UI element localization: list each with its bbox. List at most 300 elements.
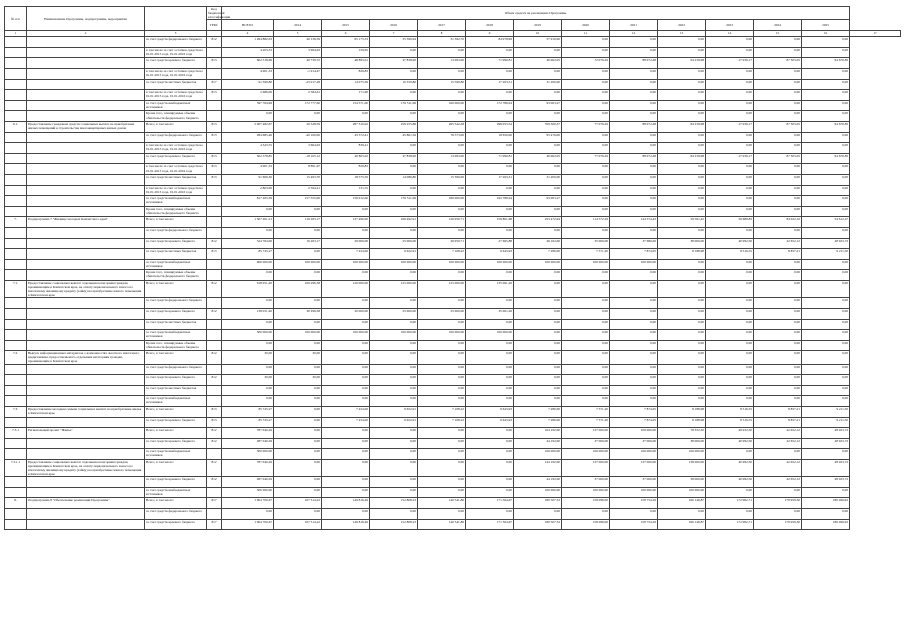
table-row [5,375,901,386]
row-measure-name [27,79,145,90]
row-amount: 0,00 [706,90,754,101]
row-grbs-code [207,217,222,228]
row-amount: 0,00 [274,477,322,488]
row-amount: 0,00 [418,428,466,439]
row-measure-name [27,298,145,309]
row-grbs-code: 813 [207,58,222,69]
row-amount: 0,00 [418,509,466,520]
row-amount: 149 816,49 [322,498,370,509]
row-amount: 0,00 [322,459,370,476]
row-amount: 0,00 [466,449,514,460]
row-amount: 265 542,28 [418,122,466,133]
row-amount: 0,00 [514,111,562,122]
row-amount: 0,00 [610,340,658,351]
row-amount: 87 305,05 [754,122,802,133]
row-amount: 0,00 [706,280,754,297]
table-row [5,364,901,375]
row-measure-name: Предоставление социальных выплат отдельным категориям граждан, проживающим в Камчатском крае, на оплату первоначального взноса по ипотечному жилищному кредиту (займу) на приобретение жилого помещения в Камчатском крае [27,280,145,297]
table-row [5,280,901,297]
row-amount: 131,55 [322,185,370,196]
row-funding-source: за счет средств федерального бюджета [145,298,207,309]
column-number: 17 [850,31,901,37]
row-amount: 0,00 [222,340,274,351]
row-amount: 0,00 [466,47,514,58]
table-row [5,417,901,428]
row-amount: 38 000,00 [658,477,706,488]
row-amount: 0,00 [274,298,322,309]
row-amount: 26 950,71 [418,238,466,249]
row-amount: 287 040,29 [222,438,274,449]
row-amount: 0,00 [322,509,370,520]
row-amount: 20 000,00 [322,308,370,319]
row-amount: 0,00 [466,111,514,122]
row-funding-source: Кроме того, планируемые объемы обязательств федерального бюджета [145,270,207,281]
row-amount: 158 098,00 [562,498,610,509]
row-amount: 0,00 [274,417,322,428]
row-funding-source: за счет средств внебюджетных источников [145,487,207,498]
row-amount: 6 643,93 [466,417,514,428]
table-row [5,238,901,249]
row-amount: 0,00 [514,385,562,396]
row-measure-name: Предоставление социальных выплат отдельным категориям граждан, проживающим в Камчатском крае, на оплату первоначального взноса по ипотечному жилищному кредиту (займу) на приобретение жилого помещения в Камчатском крае [27,459,145,476]
row-measure-name [27,340,145,351]
row-amount: 2 803,06 [222,185,274,196]
row-amount: 0,00 [222,111,274,122]
row-amount: 35 390,94 [370,37,418,48]
row-amount: 40 992,50 [706,477,754,488]
row-amount: 0,00 [706,185,754,196]
row-amount: 116 263,17 [274,217,322,228]
row-amount: 0,00 [222,206,274,217]
row-amount: 0,00 [466,385,514,396]
row-amount: 91 590,80 [222,79,274,90]
row-amount: 171 364,67 [466,519,514,530]
row-amount: 0,00 [658,396,706,407]
row-measure-name [27,227,145,238]
row-amount: 0,00 [514,90,562,101]
row-amount: -40 100,00 [274,132,322,143]
row-amount: 40 992,50 [706,459,754,476]
row-amount: 0,00 [466,459,514,476]
row-amount: 167 514,22 [274,519,322,530]
row-amount: 0,00 [706,319,754,330]
row-measure-name [27,175,145,186]
column-number: 15 [754,31,802,37]
row-number [5,364,27,375]
table-row [5,143,901,154]
row-amount: 1 904 700,67 [222,498,274,509]
row-amount: 0,00 [562,298,610,309]
row-measure-name [27,519,145,530]
row-amount: 46 162,00 [514,238,562,249]
header-year: 2025 [802,20,850,31]
row-number: 7. [5,217,27,228]
row-amount: 0,00 [418,206,466,217]
row-amount: 144 192,00 [514,459,562,476]
row-amount: 100 000,00 [274,259,322,270]
row-amount: 0,00 [274,385,322,396]
row-measure-name [27,330,145,341]
row-amount: 100 000,00 [322,259,370,270]
table-row [5,438,901,449]
row-amount: 0,00 [706,206,754,217]
row-amount: 42 652,12 [754,459,802,476]
row-amount: 259 255,86 [370,122,418,133]
row-amount: 0,00 [802,298,850,309]
row-amount: 8 516,55 [706,406,754,417]
row-measure-name [27,375,145,386]
row-amount: 0,00 [802,143,850,154]
row-measure-name [27,319,145,330]
row-measure-name [27,487,145,498]
row-grbs-code [207,206,222,217]
row-amount: 0,00 [514,270,562,281]
row-amount: 0,00 [610,69,658,80]
row-amount: 88 972,48 [610,122,658,133]
row-amount: 0,00 [274,396,322,407]
row-number [5,206,27,217]
row-amount: 169 492,91 [370,217,418,228]
row-amount: 172 962,71 [706,519,754,530]
row-amount: 100 000,00 [274,330,322,341]
header-grbs: ГРБС [207,20,222,31]
row-amount: 152 808,23 [370,519,418,530]
row-amount: 0,00 [610,227,658,238]
row-amount: 0,00 [658,164,706,175]
row-amount: 0,00 [322,270,370,281]
table-row [5,519,901,530]
row-measure-name [27,143,145,154]
row-amount: 48 923,72 [802,477,850,488]
row-amount: 0,00 [802,111,850,122]
row-amount: 0,00 [658,47,706,58]
row-amount: 0,00 [802,196,850,207]
table-row [5,498,901,509]
row-amount: 324 764,00 [222,238,274,249]
row-amount: 0,00 [802,375,850,386]
row-funding-source: за счет средств внебюджетных источников [145,396,207,407]
row-amount: 839,41 [322,143,370,154]
table-row [5,185,901,196]
row-amount: 0,00 [562,280,610,297]
row-funding-source: в том числе за счет остатков средств на 01.01.2015 года, 01.01.2016 года [145,143,207,154]
row-amount: 0,00 [706,340,754,351]
row-funding-source: за счет средств краевого бюджета [145,153,207,164]
row-number [5,438,27,449]
row-amount: 0,00 [802,206,850,217]
row-amount: 0,00 [610,330,658,341]
row-funding-source: Всего, в том числе: [145,217,207,228]
row-amount: 0,00 [610,396,658,407]
row-amount: 0,00 [322,227,370,238]
row-funding-source: за счет средств внебюджетных источников [145,259,207,270]
row-amount: 8 188,98 [658,417,706,428]
row-amount: 0,00 [514,227,562,238]
row-number: 6.1. [5,122,27,133]
row-amount: 0,00 [706,196,754,207]
table-row [5,449,901,460]
row-amount: 0,00 [274,340,322,351]
header-kbk: Код бюджетной классификации [208,7,231,20]
row-amount: 0,00 [222,298,274,309]
row-amount: 500 000,00 [222,330,274,341]
row-amount: 0,00 [370,206,418,217]
row-amount: 0,00 [514,364,562,375]
row-funding-source: Всего, в том числе: [145,280,207,297]
row-amount: 0,00 [274,459,322,476]
column-number: 2 [27,31,145,37]
row-amount: 0,00 [610,298,658,309]
row-grbs-code [207,298,222,309]
row-amount: 42 652,12 [754,477,802,488]
row-grbs-code: 813 [207,132,222,143]
row-measure-name [27,69,145,80]
row-amount: 0,00 [562,340,610,351]
row-amount: 0,00 [466,90,514,101]
row-amount: 49 932,50 [706,428,754,439]
header-year: 2017 [418,20,466,31]
row-amount: 78 352,50 [658,428,706,439]
row-number: 7.3.1 [5,428,27,439]
row-number [5,396,27,407]
row-amount: 8 188,98 [658,406,706,417]
row-amount: 40 992,50 [706,438,754,449]
row-funding-source: за счет средств федерального бюджета [145,37,207,48]
header-source [145,7,207,31]
row-amount: 0,00 [562,69,610,80]
row-grbs-code: 813 [207,249,222,260]
row-number [5,519,27,530]
row-amount: 0,00 [222,319,274,330]
row-grbs-code: 812 [207,280,222,297]
row-amount: 0,00 [322,449,370,460]
row-amount: 0,00 [370,47,418,58]
row-amount: 0,00 [514,143,562,154]
row-amount: 125 000,00 [418,280,466,297]
row-amount: 167 514,22 [274,498,322,509]
row-amount: 172 962,71 [706,498,754,509]
row-amount: 42 652,12 [754,238,802,249]
row-amount: 0,00 [370,69,418,80]
row-amount: 192 786,04 [466,196,514,207]
row-amount: 135 061,26 [466,280,514,297]
row-amount: 0,00 [514,206,562,217]
row-grbs-code [207,185,222,196]
table-row [5,249,901,260]
table-row [5,308,901,319]
row-amount: 0,00 [610,509,658,520]
row-amount: 72 076,29 [562,58,610,69]
table-row [5,259,901,270]
row-amount: 0,00 [562,143,610,154]
row-amount: 6 643,93 [466,406,514,417]
row-amount: 1 264 882,03 [222,37,274,48]
row-funding-source: Кроме того, планируемые объемы обязательств федерального бюджета [145,206,207,217]
row-amount: 0,00 [562,100,610,111]
row-amount: 0,00 [610,196,658,207]
row-amount: 137 000,00 [610,459,658,476]
row-amount: 0,00 [802,175,850,186]
row-amount: 7 571,20 [562,417,610,428]
row-amount: 817 263,39 [222,196,274,207]
row-number [5,249,27,260]
row-amount: 787 040,29 [222,428,274,439]
row-grbs-code [207,196,222,207]
row-amount: 0,00 [562,175,610,186]
row-amount: 137 000,00 [562,428,610,439]
row-amount: 0,00 [274,111,322,122]
row-amount: 77 076,29 [562,153,610,164]
row-amount: 94 239,98 [658,58,706,69]
row-amount: 94 676,85 [802,122,850,133]
row-amount: 0,00 [418,375,466,386]
row-amount: 0,00 [610,37,658,48]
table-row [5,298,901,309]
row-amount: 29 000,00 [322,238,370,249]
row-amount: 25 000,00 [370,238,418,249]
header-name: Наименование Программы, подпрограммы, мероприятия [27,7,145,31]
row-amount: 100 000,00 [418,259,466,270]
row-amount: 7 454,00 [322,406,370,417]
row-measure-name [27,396,145,407]
row-grbs-code [207,487,222,498]
row-grbs-code [207,449,222,460]
row-amount: 0,00 [418,351,466,364]
row-amount: 0,00 [466,185,514,196]
row-amount: 59 591,42 [658,217,706,228]
row-amount: 16 263,17 [274,238,322,249]
row-grbs-code: 813 [207,122,222,133]
row-amount: 0,00 [466,364,514,375]
row-amount: 0,00 [514,375,562,386]
row-number [5,477,27,488]
row-amount: 37 000,00 [562,438,610,449]
row-amount: 84 978,99 [466,37,514,48]
row-number [5,69,27,80]
row-amount: 0,00 [658,364,706,375]
row-amount: 0,00 [370,298,418,309]
row-amount: 359 309,37 [514,122,562,133]
row-measure-name [27,417,145,428]
row-amount: 0,00 [658,79,706,90]
row-amount: 0,00 [610,175,658,186]
row-amount: 0,00 [610,308,658,319]
row-amount: 0,00 [706,396,754,407]
row-measure-name [27,449,145,460]
row-amount: 149 816,49 [322,519,370,530]
row-grbs-code [207,259,222,270]
row-amount: 597 764,99 [222,100,274,111]
row-amount: 0,00 [706,111,754,122]
row-funding-source: за счет средств краевого бюджета [145,58,207,69]
row-amount: 0,00 [802,90,850,101]
row-amount: 8 857,21 [754,417,802,428]
row-grbs-code: 812 [207,459,222,476]
row-number [5,196,27,207]
row-amount: 71 990,81 [466,58,514,69]
row-amount: 186 496,92 [802,519,850,530]
row-measure-name [27,385,145,396]
row-amount: 179 959,30 [754,519,802,530]
row-amount: 45 861,56 [370,132,418,143]
row-amount: 0,00 [754,143,802,154]
row-funding-source: за счет средств местных бюджетов [145,249,207,260]
row-amount: 114 572,29 [562,217,610,228]
row-amount: 84 239,98 [658,122,706,133]
row-amount: 158 754,29 [610,519,658,530]
row-amount: 0,00 [802,69,850,80]
row-amount: 156 912,00 [322,196,370,207]
row-amount: 93 003,27 [514,196,562,207]
row-amount: 0,00 [802,100,850,111]
row-amount: 0,00 [222,385,274,396]
column-number: 4 [222,31,274,37]
row-amount: 100 000,00 [562,487,610,498]
table-row [5,428,901,439]
row-amount: 42 652,12 [754,428,802,439]
row-funding-source: за счет средств внебюджетных источников [145,196,207,207]
row-amount: 0,00 [658,132,706,143]
row-amount: 7 108,22 [418,249,466,260]
row-amount: 0,00 [754,185,802,196]
row-amount: 109 000,00 [610,428,658,439]
column-number: 10 [514,31,562,37]
row-grbs-code [207,319,222,330]
row-amount: 0,00 [754,132,802,143]
row-amount: 0,00 [466,206,514,217]
row-grbs-code [207,143,222,154]
row-amount: 0,00 [514,330,562,341]
row-amount: 0,00 [658,259,706,270]
row-number: 7.1. [5,280,27,297]
row-amount: 30,00 [274,375,322,386]
row-amount: 0,00 [466,375,514,386]
row-amount: 0,00 [370,364,418,375]
row-amount: 56 689,83 [706,217,754,228]
row-amount: 46 962,05 [514,153,562,164]
row-amount: 37 000,00 [610,477,658,488]
row-amount: 27 930,17 [706,58,754,69]
row-grbs-code: 813 [207,90,222,101]
row-amount: 2 594,21 [274,185,322,196]
row-amount: 0,00 [418,487,466,498]
row-amount: 0,00 [610,79,658,90]
row-amount: 0,00 [322,340,370,351]
row-amount: 172 786,04 [466,100,514,111]
row-amount: 17 263,31 [466,175,514,186]
row-amount: 7 108,22 [418,406,466,417]
row-amount: 38 000,00 [658,438,706,449]
row-amount: 100 000,00 [610,259,658,270]
row-amount: 8 188,98 [658,249,706,260]
row-amount: 6 652,91 [370,249,418,260]
row-grbs-code: 812 [207,428,222,439]
row-funding-source: в том числе за счет остатков средств на 01.01.2015 года, 01.01.2016 года [145,164,207,175]
table-row [5,122,901,133]
row-amount: 0,00 [322,438,370,449]
row-amount: 87 305,05 [754,153,802,164]
row-amount: 0,00 [322,206,370,217]
row-amount: 0,00 [370,185,418,196]
row-grbs-code: 813 [207,164,222,175]
row-amount: 6 643,93 [466,249,514,260]
row-grbs-code: 812 [207,238,222,249]
row-number [5,308,27,319]
row-amount: 48 923,72 [802,438,850,449]
column-number: 13 [658,31,706,37]
row-amount: 0,00 [322,375,370,386]
row-amount: 40 739,72 [274,58,322,69]
